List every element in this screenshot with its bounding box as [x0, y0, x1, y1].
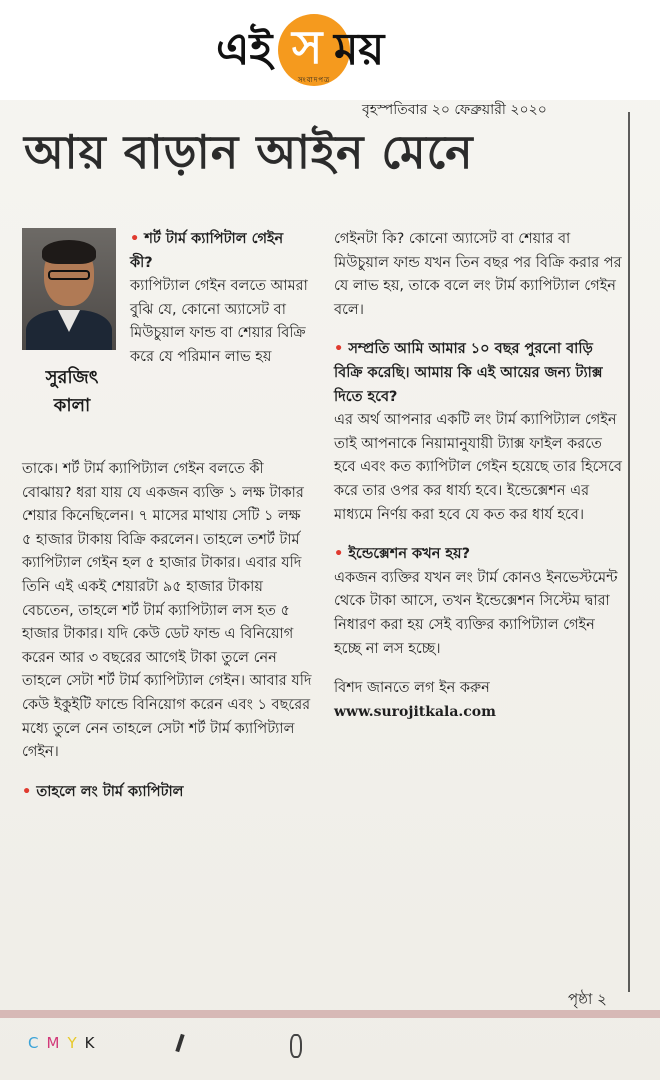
answer-2: গেইনটা কি? কোনো অ্যাসেট বা শেয়ার বা মিউচুয়াল ফান্ড যখন তিন বছর পর বিক্রি করার পর যে লাভ হয়, তাকে বলে লং টার্ম ক্যাপিট্যাল গেইন বলে। [334, 231, 622, 318]
bullet-icon: • [130, 231, 140, 247]
logo-text-part2: স [292, 20, 323, 74]
cmyk-registration-marks [28, 1034, 102, 1052]
logo-tagline: সংবাদপত্র [298, 76, 331, 84]
bullet-icon: • [334, 341, 344, 358]
question-1 [130, 228, 308, 275]
author-name [32, 364, 112, 420]
bottom-color-strip [0, 1010, 660, 1018]
cmyk-m: M [46, 1034, 68, 1052]
bullet-icon: • [22, 783, 32, 800]
cmyk-c: C [28, 1034, 47, 1052]
question-2 [22, 781, 314, 805]
question-3-text: সম্প্রতি আমি আমার ১০ বছর পুরনো বাড়ি বিক্রি করেছি। আমায় কি এই আয়ের জন্য ট্যাক্স দিতে হবে? [334, 341, 603, 405]
masthead [0, 0, 660, 100]
author-photo [22, 228, 116, 350]
author-last-name: কালা [53, 395, 91, 416]
question-3 [334, 338, 624, 409]
logo-text-part1: এই [216, 24, 273, 75]
print-mark [290, 1034, 302, 1058]
column1-top-text [130, 228, 308, 370]
newspaper-logo [216, 10, 416, 90]
answer-1-part1: ক্যাপিট্যাল গেইন বলতে আমরা বুঝি যে, কোনো অ্যাসেট বা মিউচুয়াল ফান্ড বা শেয়ার বিক্রি করে যে পরিমান লাভ হয় [130, 278, 308, 365]
answer-4: একজন ব্যক্তির যখন লং টার্ম কোনও ইনভেস্টমেন্ট থেকে টাকা আসে, তখন ইন্ডেক্সেশন সিস্টেম দ্বারা নিধারণ করা হয় সেই ব্যক্তির ক্যাপিট্যাল গেইন হচ্ছে না লস হচ্ছে। [334, 569, 618, 657]
article-headline: আয় বাড়ান আইন মেনে [24, 125, 474, 179]
cmyk-k: K [84, 1034, 103, 1052]
bullet-icon: • [334, 546, 344, 563]
question-4-text: ইন্ডেক্সেশন কখন হয়? [348, 546, 470, 563]
answer-3: এর অর্থ আপনার একটি লং টার্ম ক্যাপিট্যাল গেইন তাই আপনাকে নিয়ামানুযায়ী ট্যাক্স ফাইল করতে হবে এবং কত ক্যাপিটাল গেইন হয়েছে তার হিসেবে করে তার ওপর কর ধার্য্য হবে। ইন্ডেক্সেশন এর মাধ্যমে নির্ণয় করা হবে যে কত কর ধার্য হবে। [334, 412, 622, 523]
column-rule [628, 112, 630, 992]
author-first-name: সুরজিৎ [45, 367, 99, 388]
print-mark [175, 1034, 184, 1052]
column2-text [334, 228, 624, 724]
page-number: পৃষ্ঠা ২ [568, 990, 607, 1008]
logo-text-part3: ময় [334, 24, 385, 75]
column1-main-text [22, 458, 314, 804]
more-info-text: বিশদ জানতে লগ ইন করুন [334, 680, 490, 697]
question-2-text: তাহলে লং টার্ম ক্যাপিটাল [36, 783, 184, 800]
cmyk-y: Y [67, 1034, 85, 1052]
issue-date: বৃহস্পতিবার ২০ ফেব্রুয়ারী ২০২০ [362, 102, 547, 118]
question-1-text: শর্ট টার্ম ক্যাপিটাল গেইন কী? [130, 231, 284, 271]
answer-1-part2: তাকে। শর্ট টার্ম ক্যাপিট্যাল গেইন বলতে কী বোঝায়? ধরা যায় যে একজন ব্যক্তি ১ লক্ষ টাকার শেয়ার কিনেছিলেন। ৭ মাসের মাথায় সেটি ১ লক্ষ ৫ হাজার টাকায় বিক্রি করলেন। তাহলে তশর্ট টার্ম ক্যাপিট্যাল গেইন হল ৫ হাজার টাকার। এবার যদি তিনি এই একই শেয়ারটা ৯৫ হাজার টাকায় বেচতেন, তাহলে শর্ট টার্ম ক্যাপিট্যাল লস হত ৫ হাজার টাকার। যদি কেউ ডেট ফান্ড এ বিনিয়োগ করেন আর ৩ বছরের আগেই টাকা তুলে নেন তাহলে সেটা শর্ট টার্ম ক্যাপিট্যাল গেইন। আবার যদি কেউ ইকুইটি ফান্ডে বিনিয়োগ করেন এবং ১ বছরের মধ্যে তুলে নেন তাহলে সেটা শর্ট টার্ম ক্যাপিট্যাল গেইন। [22, 461, 312, 761]
photo-glasses-shape [48, 270, 90, 280]
photo-hair-shape [42, 240, 96, 264]
question-4 [334, 543, 624, 567]
website-url: www.surojitkala.com [334, 703, 496, 720]
